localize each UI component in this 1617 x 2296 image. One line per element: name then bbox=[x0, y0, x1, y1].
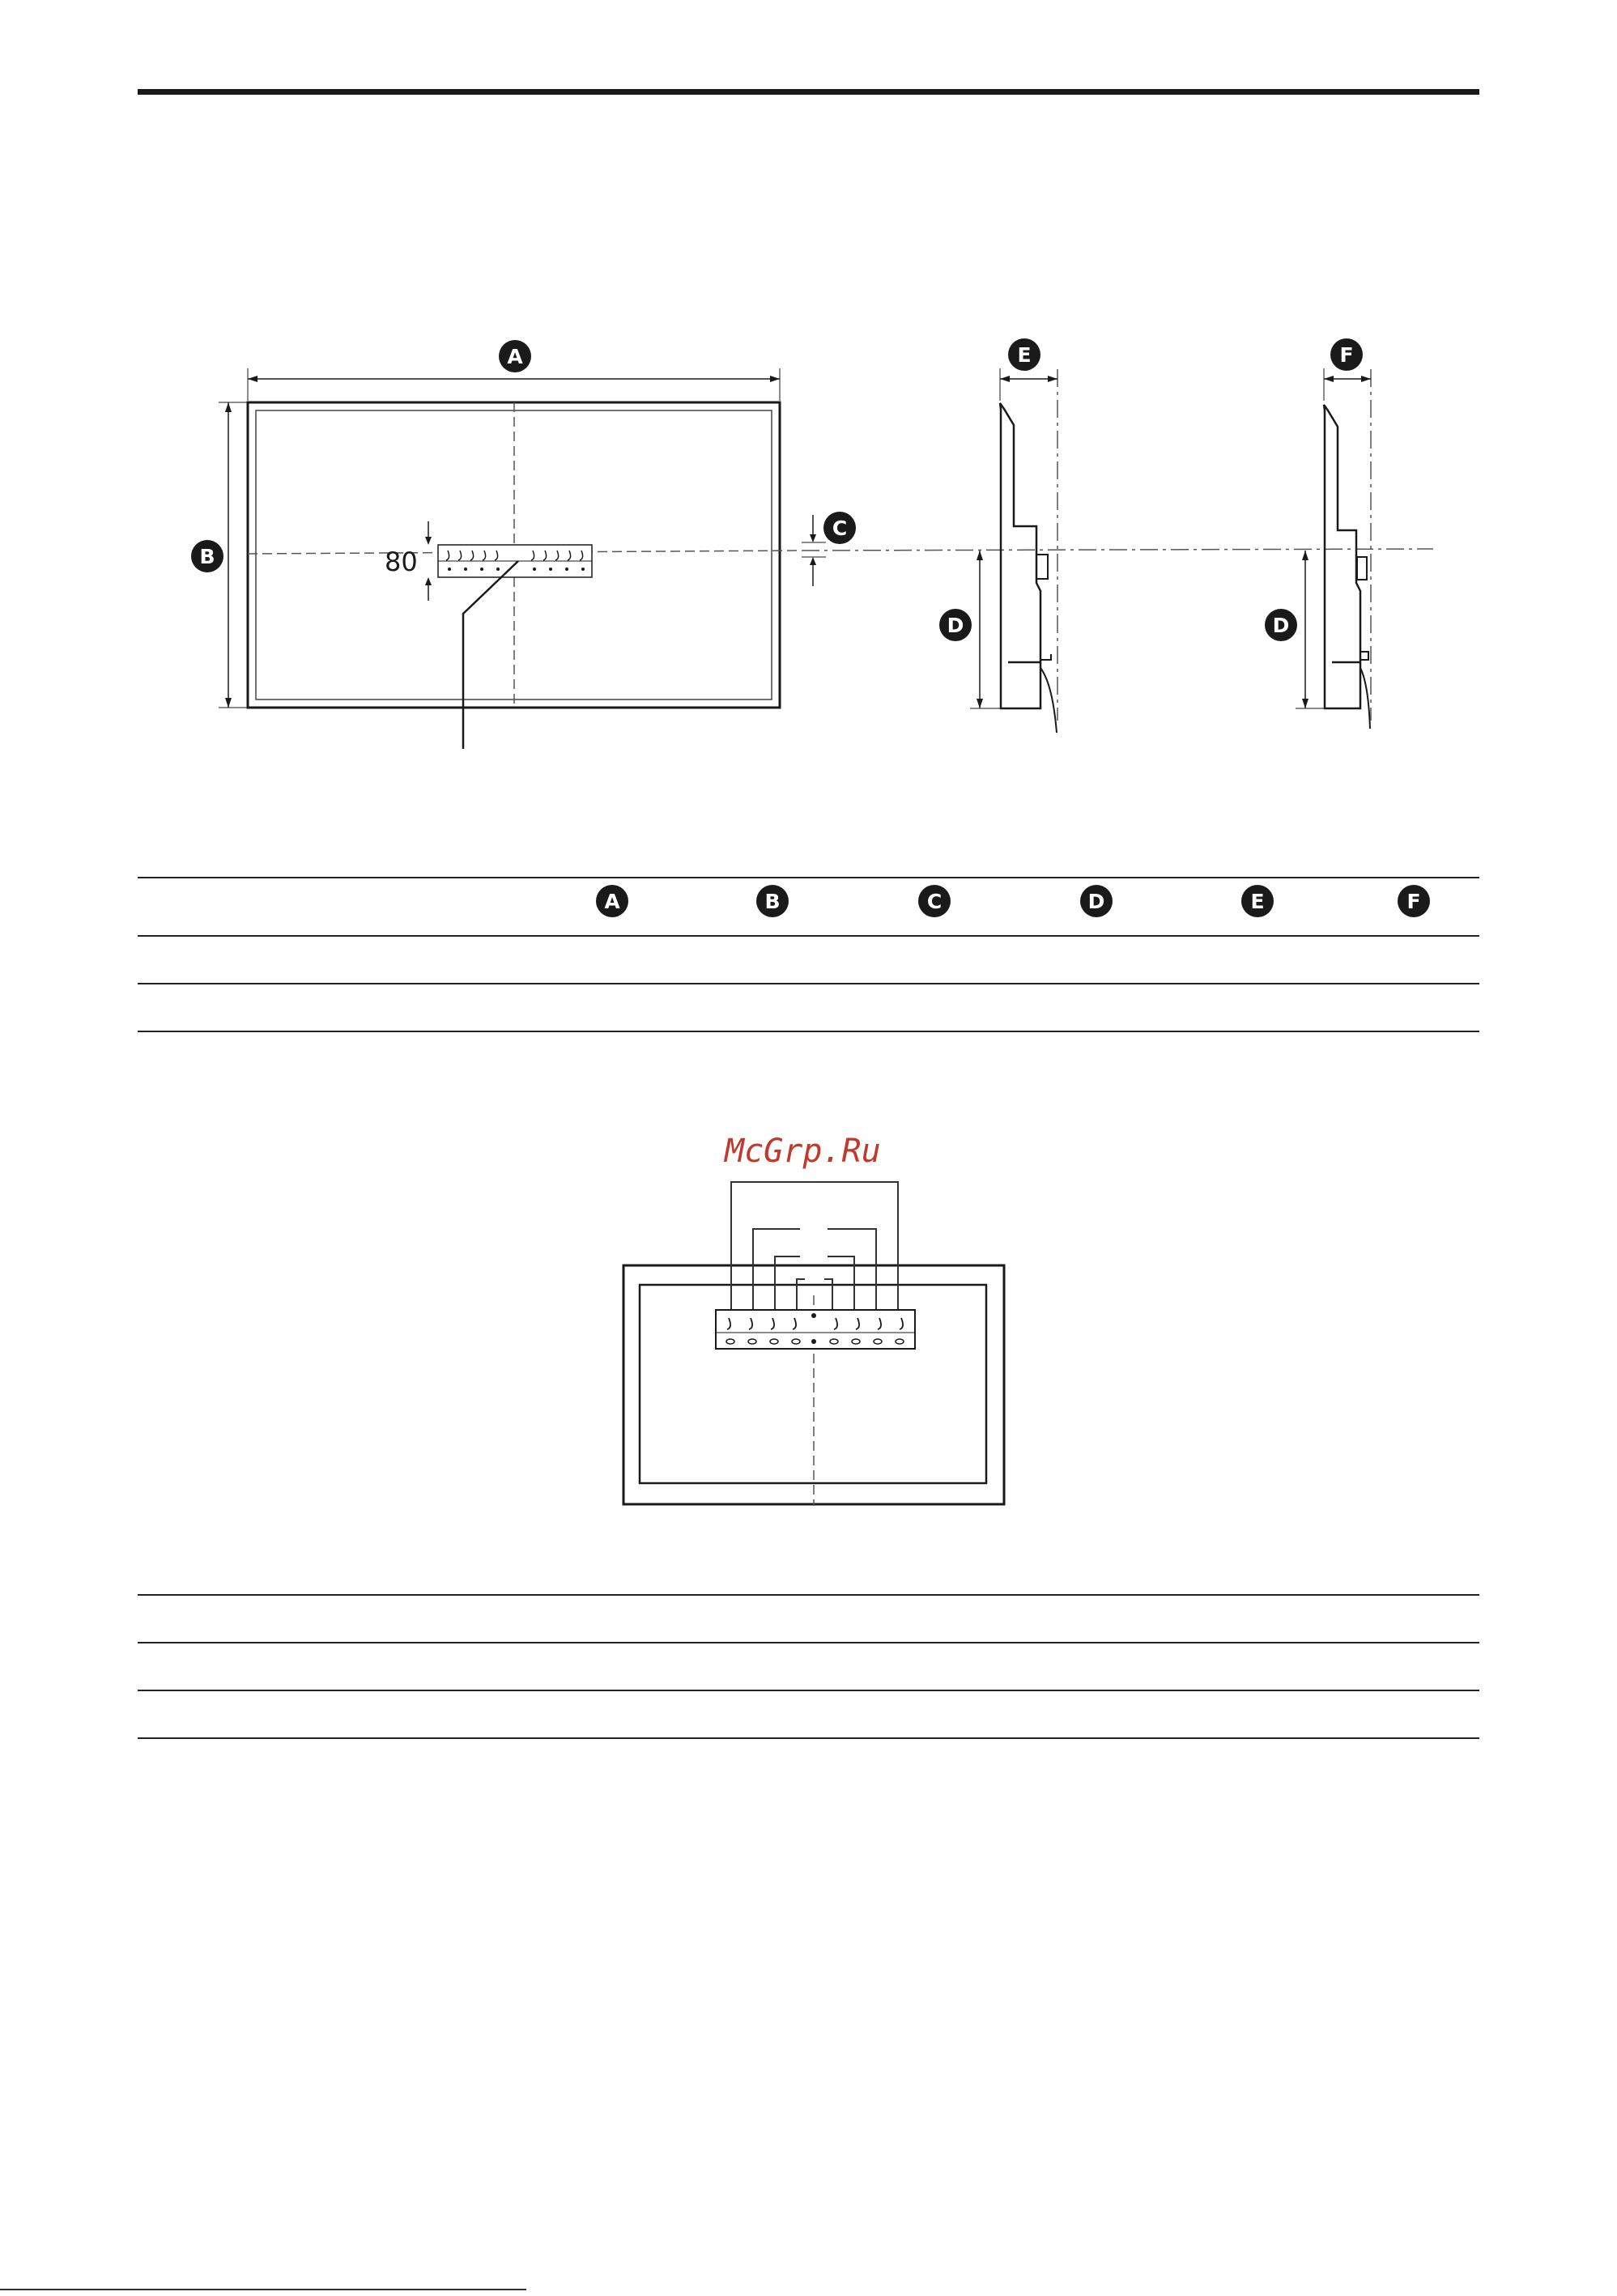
svg-text:F: F bbox=[1339, 343, 1354, 367]
badge-d-2 bbox=[1265, 609, 1297, 641]
watermark: McGrp.Ru bbox=[725, 1133, 881, 1170]
table-1-row-rule-2 bbox=[138, 983, 1479, 984]
table-header-c: C bbox=[918, 885, 951, 917]
badge-a bbox=[499, 340, 531, 372]
front-view bbox=[248, 402, 1433, 708]
table-header-d: D bbox=[1080, 885, 1113, 917]
mounting-hole-diagram bbox=[0, 1150, 1617, 1522]
dimension-d-1 bbox=[970, 551, 1001, 708]
badge-d-1 bbox=[939, 609, 972, 641]
badge-b bbox=[191, 540, 223, 572]
badge-c bbox=[823, 512, 856, 544]
table-header-b: B bbox=[756, 885, 789, 917]
table-2-row-rule-2 bbox=[138, 1690, 1479, 1691]
badge-f bbox=[1330, 338, 1363, 371]
svg-text:C: C bbox=[832, 517, 848, 540]
dimension-diagram bbox=[0, 0, 1617, 769]
table-1-bottom-rule bbox=[138, 1031, 1479, 1032]
table-header-a: A bbox=[596, 885, 628, 917]
svg-text:B: B bbox=[199, 545, 215, 568]
bracket-spacing-label: 80 bbox=[385, 546, 418, 577]
side-view-1 bbox=[1000, 369, 1057, 733]
bottom-rule bbox=[0, 2289, 526, 2290]
table-2-top-rule bbox=[138, 1594, 1479, 1596]
badge-e bbox=[1008, 338, 1040, 371]
table-header-e: E bbox=[1241, 885, 1274, 917]
svg-text:A: A bbox=[507, 345, 523, 368]
table-1-row-rule-1 bbox=[138, 935, 1479, 937]
svg-text:D: D bbox=[947, 614, 964, 637]
dimension-f bbox=[1324, 368, 1371, 401]
svg-text:D: D bbox=[1272, 614, 1290, 637]
svg-text:E: E bbox=[1017, 343, 1032, 367]
table-1-top-rule bbox=[138, 877, 1479, 878]
dimension-e bbox=[1000, 368, 1057, 401]
table-header-f: F bbox=[1398, 885, 1430, 917]
table-2-row-rule-1 bbox=[138, 1642, 1479, 1643]
dimension-a bbox=[248, 368, 780, 401]
dimension-d-2 bbox=[1296, 551, 1325, 708]
mounting-bracket bbox=[385, 521, 592, 749]
table-2-bottom-rule bbox=[138, 1737, 1479, 1739]
